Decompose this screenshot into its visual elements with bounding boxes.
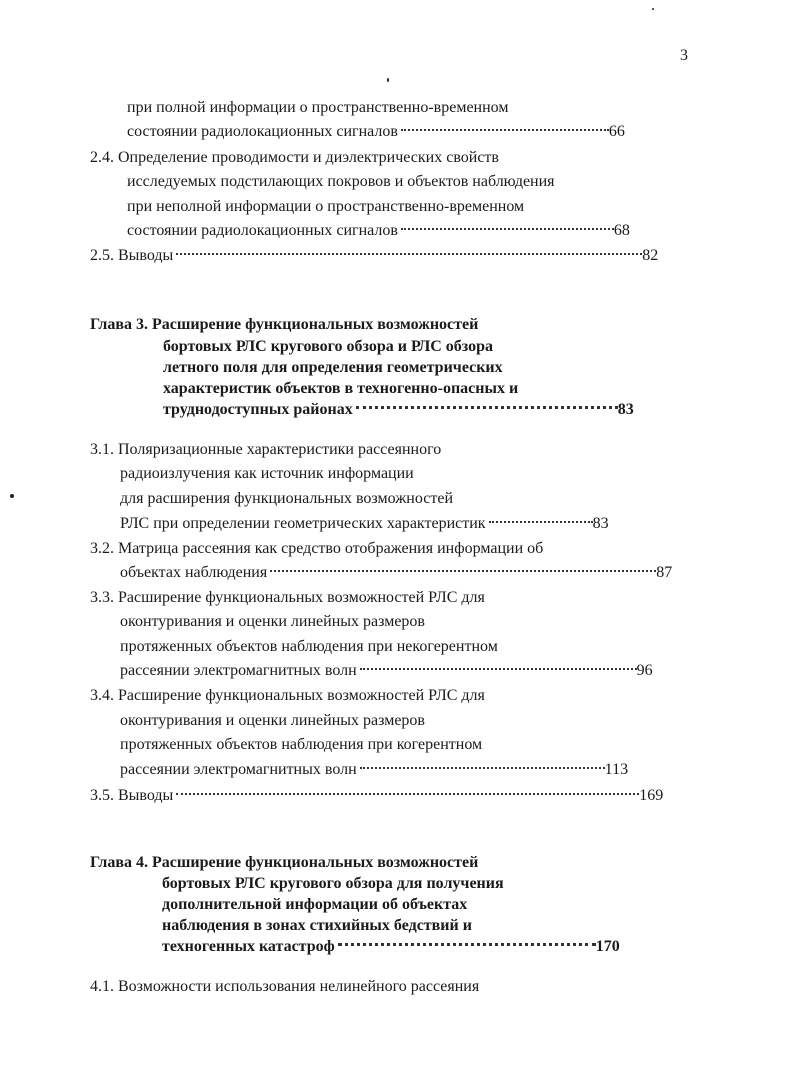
chapter-title-line: летного поля для определения геометрических	[163, 359, 503, 376]
entry-text: Расширение функциональных возможностей РЛС для	[118, 589, 485, 606]
dot-leader	[270, 570, 656, 572]
entry-leader-line	[127, 221, 630, 241]
entry-text: рассеянии электромагнитных волн	[120, 662, 357, 679]
entry-first-line	[90, 588, 485, 608]
entry-number: 3.1.	[90, 441, 114, 458]
entry-text: Выводы	[118, 787, 174, 804]
page-ref: 66	[608, 123, 625, 140]
chapter-title-line: дополнительной информации об объектах	[162, 896, 468, 913]
chapter-first-line	[90, 315, 478, 335]
entry-first-line	[90, 977, 479, 997]
entry-text-line: радиоизлучения как источник информации	[120, 465, 414, 482]
page-ref: 96	[636, 662, 653, 679]
entry-text: РЛС при определении геометрических характеристик	[120, 515, 486, 532]
entry-first-line	[90, 148, 499, 168]
dot-leader	[338, 943, 596, 946]
page-ref: 82	[642, 247, 659, 264]
dot-leader	[176, 793, 639, 795]
chapter-title-line: бортовых РЛС кругового обзора для получения	[162, 875, 504, 892]
entry-text: Расширение функциональных возможностей РЛС для	[118, 687, 485, 704]
page-ref: 169	[639, 787, 664, 804]
entry-text: состоянии радиолокационных сигналов	[127, 123, 398, 140]
chapter-label: Глава 3.	[90, 316, 148, 333]
entry-text: рассеянии электромагнитных волн	[120, 761, 357, 778]
page-ref: 87	[656, 564, 673, 581]
chapter-title-line: бортовых РЛС кругового обзора и РЛС обзора	[163, 338, 494, 355]
entry-leader-line	[90, 786, 663, 806]
entry-leader-line	[90, 246, 658, 266]
chapter-leader-line	[162, 937, 620, 957]
dot-leader	[176, 253, 642, 255]
entry-text-line: оконтуривания и оценки линейных размеров	[120, 613, 425, 630]
dot-leader	[356, 406, 618, 409]
scan-speck	[387, 78, 389, 82]
entry-text: состоянии радиолокационных сигналов	[127, 222, 398, 239]
chapter-title: труднодоступных районах	[163, 401, 353, 418]
entry-text-line: при неполной информации о пространственно-временном	[127, 198, 525, 215]
entry-leader-line	[127, 122, 625, 142]
entry-leader-line	[120, 563, 672, 583]
entry-number: 2.5.	[90, 247, 114, 264]
entry-text: Возможности использования нелинейного рассеяния	[118, 978, 480, 995]
entry-text: Матрица рассеяния как средство отображения информации об	[118, 540, 544, 557]
entry-first-line	[90, 686, 485, 706]
entry-number: 3.3.	[90, 589, 114, 606]
dot-leader	[401, 228, 614, 230]
entry-number: 3.4.	[90, 687, 114, 704]
entry-leader-line	[120, 760, 628, 780]
page-ref: 113	[604, 761, 629, 778]
entry-text-line: протяженных объектов наблюдения при некогерентном	[120, 638, 498, 655]
chapter-title: Расширение функциональных возможностей	[152, 854, 479, 871]
entry-text: Поляризационные характеристики рассеянного	[118, 441, 442, 458]
entry-text-line: протяженных объектов наблюдения при когерентном	[120, 736, 483, 753]
entry-text-line: при полной информации о пространственно-временном	[127, 99, 509, 116]
chapter-title-line: характеристик объектов в техногенно-опасных и	[163, 380, 519, 397]
entry-leader-line	[120, 514, 609, 534]
chapter-leader-line	[163, 400, 634, 420]
chapter-title: Расширение функциональных возможностей	[152, 316, 479, 333]
entry-text-line: оконтуривания и оценки линейных размеров	[120, 712, 425, 729]
chapter-first-line	[90, 853, 478, 873]
page-ref: 68	[613, 222, 630, 239]
page-number: 3	[680, 47, 688, 64]
entry-text: Определение проводимости и диэлектрических свойств	[118, 149, 499, 166]
dot-leader	[401, 129, 609, 131]
page-ref: 83	[617, 401, 634, 418]
dot-leader	[360, 668, 637, 670]
page-ref: 170	[595, 938, 620, 955]
chapter-title: техногенных катастроф	[162, 938, 335, 955]
entry-number: 3.2.	[90, 540, 114, 557]
entry-first-line	[90, 440, 441, 460]
entry-text: Выводы	[118, 247, 174, 264]
entry-text-line: исследуемых подстилающих покровов и объектов наблюдения	[127, 173, 555, 190]
dot-leader	[489, 521, 593, 523]
page-ref: 83	[592, 515, 609, 532]
entry-number: 2.4.	[90, 149, 114, 166]
entry-number: 4.1.	[90, 978, 114, 995]
entry-text: объектах наблюдения	[120, 564, 268, 581]
chapter-title-line: наблюдения в зонах стихийных бедствий и	[162, 917, 472, 934]
entry-leader-line	[120, 661, 653, 681]
entry-number: 3.5.	[90, 787, 114, 804]
scan-speck	[10, 494, 14, 498]
chapter-label: Глава 4.	[90, 854, 148, 871]
dot-leader	[360, 767, 605, 769]
entry-text-line: для расширения функциональных возможностей	[120, 490, 454, 507]
entry-first-line	[90, 539, 543, 559]
scan-speck	[652, 8, 654, 10]
